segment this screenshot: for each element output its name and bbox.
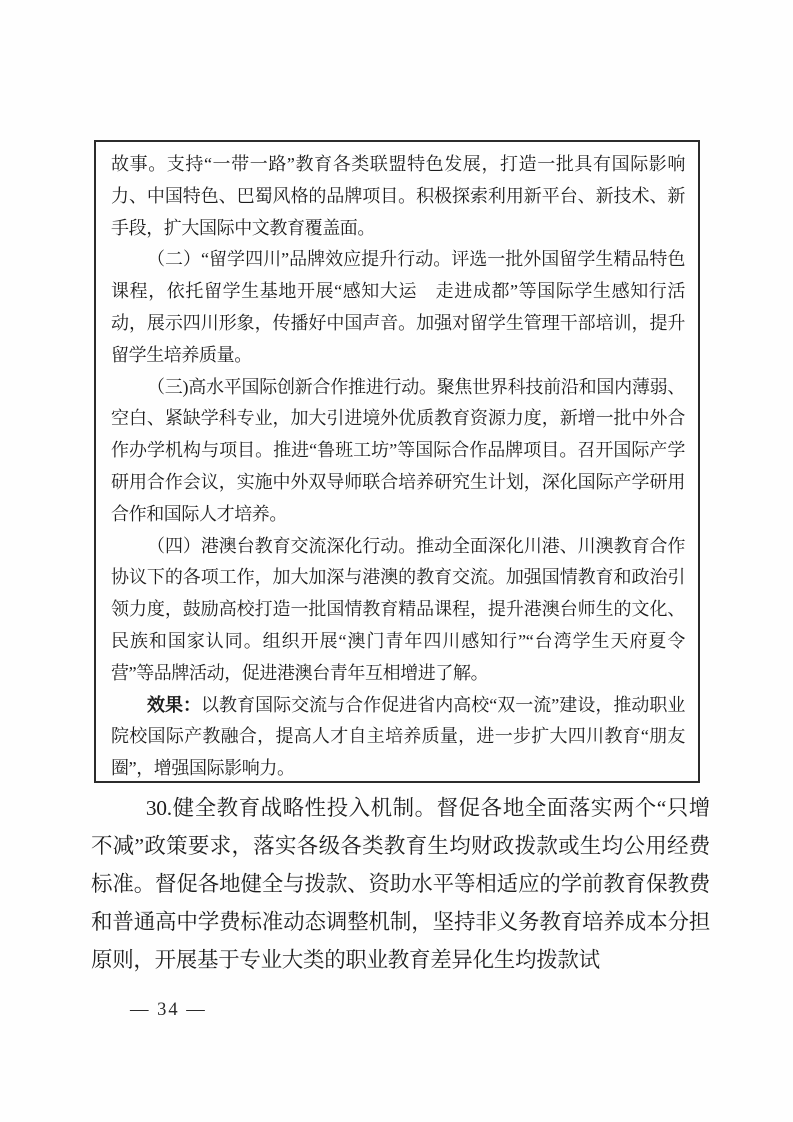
paragraph-continuation: 故事。支持“一带一路”教育各类联盟特色发展，打造一批具有国际影响力、中国特色、巴蜀风格的品牌项目。积极探索利用新平台、新技术、新手段，扩大国际中文教育覆盖面。 [111,154,685,238]
effect-text: 以教育国际交流与合作促进省内高校“双一流”建设，推动职业院校国际产教融合，提高人才自主培养质量，进一步扩大四川教育“朋友圈”，增强国际影响力。 [111,694,685,779]
paragraph-item-30: 30.健全教育战略性投入机制。督促各地全面落实两个“只增不减”政策要求，落实各级各类教育生均财政拨款或生均公用经费标准。督促各地健全与拨款、资助水平等相适应的学前教育保教费和普通高中学费标准动态调整机制，坚持非义务教育培养成本分担原则，开展基于专业大类的职业教育差异化生均拨款试 [91,796,710,972]
paragraph-effect [111,690,685,783]
effect-label: 效果： [147,694,202,715]
paragraph-action-4: （四）港澳台教育交流深化行动。推动全面深化川港、川澳教育合作协议下的各项工作，加大加深与港澳的教育交流。加强国情教育和政治引领力度，鼓励高校打造一批国情教育精品课程，提升港澳台师生的文化、民族和国家认同。组织开展“澳门青年四川感知行”“台湾学生天府夏令营”等品牌活动，促进港澳台青年互相增进了解。 [111,535,685,683]
boxed-action-section [94,140,700,783]
paragraph-action-2: （二）“留学四川”品牌效应提升行动。评选一批外国留学生精品特色课程，依托留学生基地开展“感知大运 走进成都”等国际学生感知行活动，展示四川形象，传播好中国声音。加强对留学生管理干部培训，提升留学生培养质量。 [111,249,685,365]
paragraph-action-3: （三)高水平国际创新合作推进行动。聚焦世界科技前沿和国内薄弱、空白、紧缺学科专业，加大引进境外优质教育资源力度，新增一批中外合作办学机构与项目。推进“鲁班工坊”等国际合作品牌项目。召开国际产学研用合作会议，实施中外双导师联合培养研究生计划，深化国际产学研用合作和国际人才培养。 [111,376,685,524]
page-number: — 34 — [130,1000,207,1020]
